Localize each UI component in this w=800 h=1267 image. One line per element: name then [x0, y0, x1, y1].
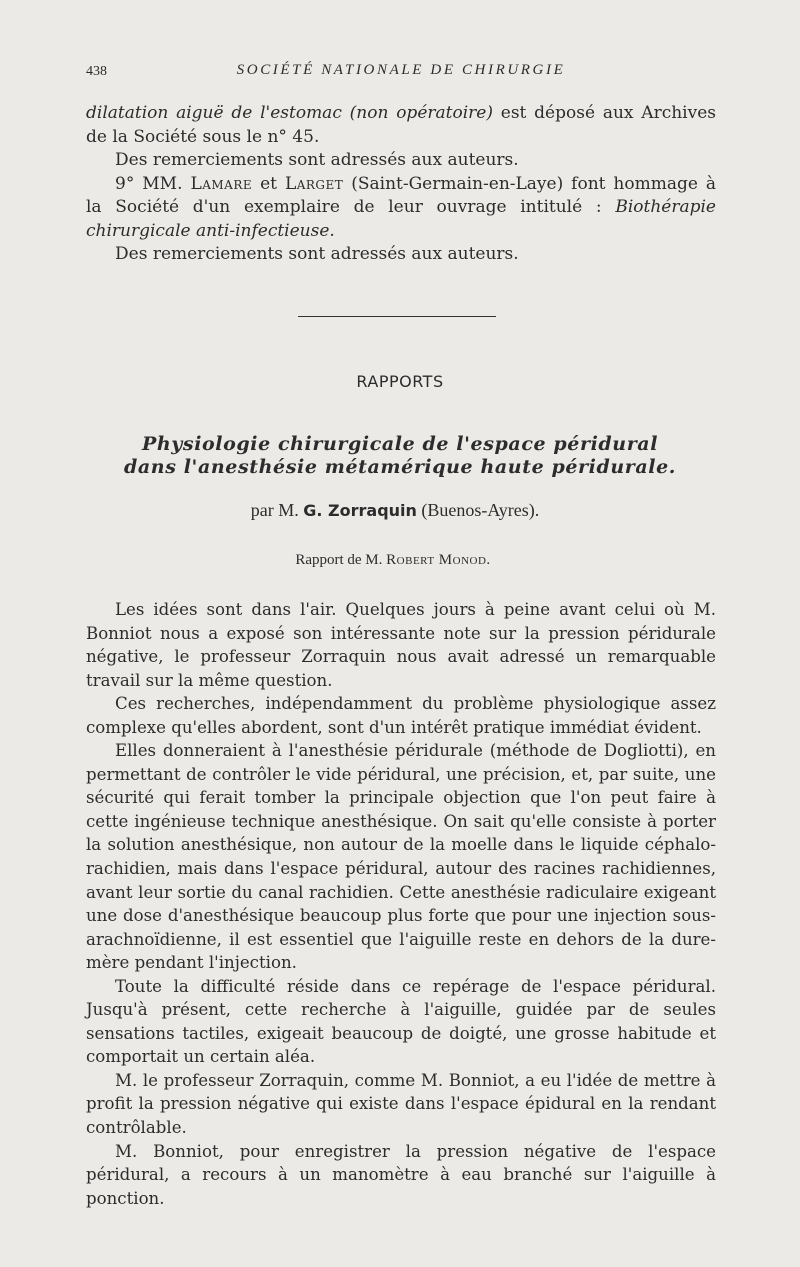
section-heading: RAPPORTS	[356, 372, 444, 391]
rapporteur-line	[0, 552, 786, 569]
body-paragraph-5: M. le professeur Zorraquin, comme M. Bonniot, a eu l'idée de mettre à profit la pression négative qui existe dans l'espace épidural en la rendant contrôlable.	[86, 1070, 716, 1138]
running-header	[86, 62, 716, 84]
author-name: G. Zorraquin	[303, 501, 417, 520]
article-byline	[0, 500, 790, 521]
section-divider	[298, 316, 496, 317]
body-paragraph-3: Elles donneraient à l'anesthésie péridurale (méthode de Dogliotti), en permettant de contrôler le vide péridural, une précision, et, par suite, une sécurité qui ferait tomber la principale objection que l'on peut faire à cette ingénieuse technique anesthésique. On sait qu'elle consiste à porter la solution anesthésique, non autour de la moelle dans le liquide céphalo-rachidien, mais dans l'espace péridural, autour des racines rachidiennes, avant leur sortie du canal rachidien. Cette anesthésie radiculaire exigeant une dose d'anesthésique beaucoup plus forte que pour une injection sous-arachnoïdienne, il est essentiel que l'aiguille reste en dehors de la dure-mère pendant l'injection.	[86, 741, 716, 973]
author-name-lamare: Lamare	[190, 173, 253, 194]
deposit-rest: est déposé aux Archives de la Société sous le n° 45.	[86, 103, 716, 147]
author-name-larget: Larget	[284, 173, 344, 194]
book-title: Biothérapie chirurgicale anti-infectieuse.	[86, 197, 716, 241]
rapporteur-prefix: Rapport de M.	[295, 552, 387, 568]
page-number: 438	[86, 64, 107, 79]
byline-suffix: (Buenos-Ayres).	[416, 500, 540, 520]
body-paragraph-6: M. Bonniot, pour enregistrer la pression négative de l'espace péridural, a recours à un manomètre à eau branché sur l'aiguille à ponction.	[86, 1141, 716, 1208]
homage-and: et	[252, 173, 285, 194]
rapporteur-name: Robert Monod.	[386, 552, 491, 568]
paragraph-thanks-1: Des remerciements sont adressés aux auteurs.	[115, 150, 519, 170]
paragraph-deposit	[86, 102, 716, 149]
paragraph-homage	[86, 173, 716, 244]
paragraph-thanks-2: Des remerciements sont adressés aux auteurs.	[115, 244, 519, 264]
body-paragraph-4: Toute la difficulté réside dans ce repérage de l'espace péridural. Jusqu'à présent, cette recherche à l'aiguille, guidée par de seules sensations tactiles, exigeait beaucoup de doigté, une grosse habitude et comportait un certain aléa.	[86, 976, 716, 1067]
article-title	[0, 433, 800, 479]
body-paragraph-1: Les idées sont dans l'air. Quelques jours à peine avant celui où M. Bonniot nous a exposé son intéressante note sur la pression péridurale négative, le professeur Zorraquin nous avait adressé un remarquable travail sur la même question.	[86, 600, 716, 690]
running-title: SOCIÉTÉ NATIONALE DE CHIRURGIE	[236, 62, 566, 78]
deposit-title-paren: (non opératoire)	[349, 103, 493, 123]
article-body	[86, 598, 716, 1210]
homage-start: 9° MM.	[115, 173, 191, 194]
top-paragraphs	[86, 102, 716, 267]
deposit-title-italic: dilatation aiguë de l'estomac	[86, 103, 342, 123]
byline-prefix: par M.	[250, 500, 304, 520]
article-title-line-1: Physiologie chirurgicale de l'espace péridural	[141, 433, 659, 455]
article-title-line-2: dans l'anesthésie métamérique haute péridurale.	[123, 456, 677, 478]
homage-middle: (Saint-Germain-en-Laye) font hommage à la Société d'un exemplaire de leur ouvrage intitulé :	[86, 173, 717, 217]
body-paragraph-2: Ces recherches, indépendamment du problème physiologique assez complexe qu'elles abordent, sont d'un intérêt pratique immédiat évident.	[86, 694, 716, 737]
